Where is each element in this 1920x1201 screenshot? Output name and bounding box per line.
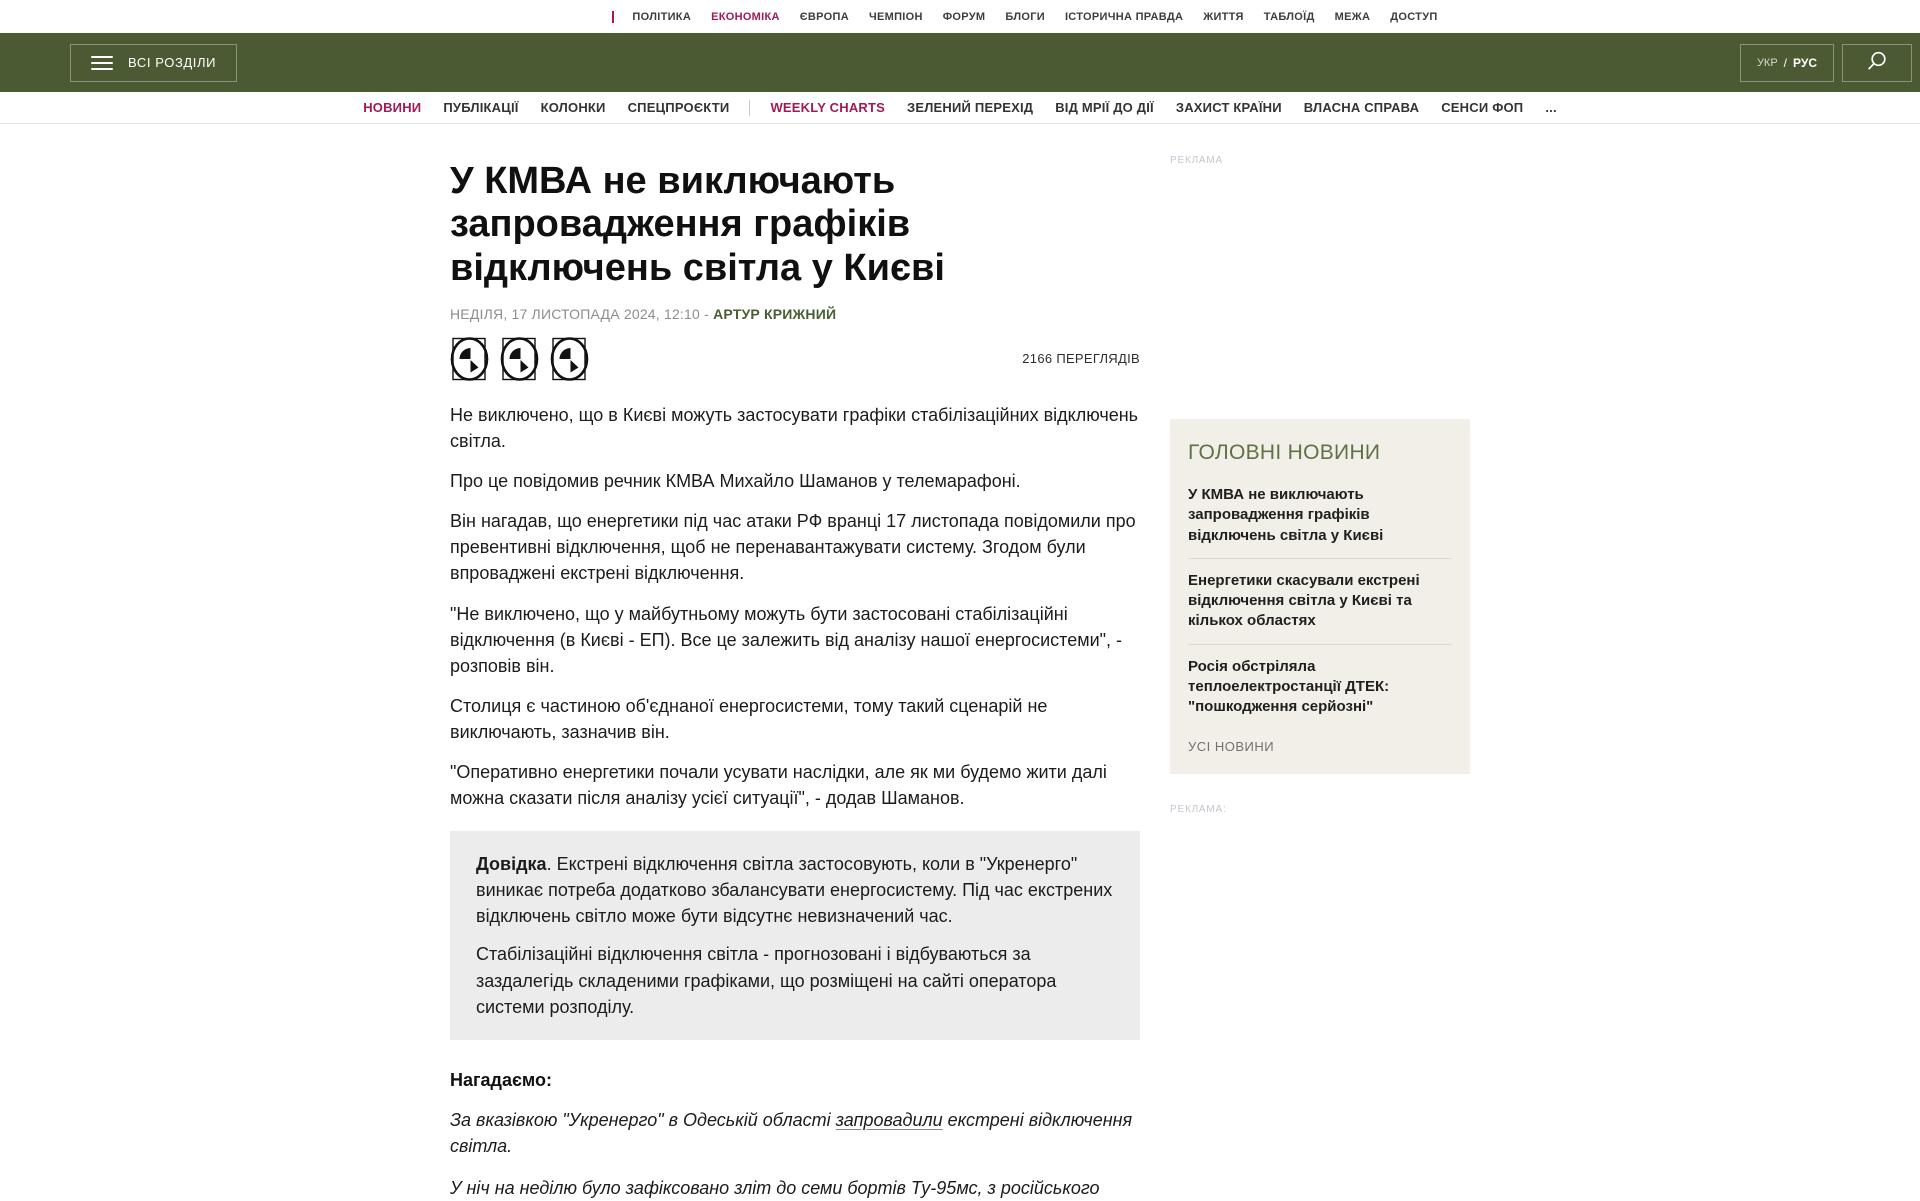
reminder-text-post: екстрені відключення світла. <box>450 1109 1133 1156</box>
top-nav-item-blogy[interactable]: БЛОГИ <box>1005 10 1045 23</box>
share-row <box>450 336 1140 382</box>
brand-separator <box>612 11 614 23</box>
article-title-line-1: У КМВА не виключають <box>450 160 896 202</box>
article-meta <box>450 306 1140 322</box>
section-subnav <box>0 92 1920 124</box>
all-sections-label: ВСІ РОЗДІЛИ <box>128 55 217 70</box>
views-count: 2166 ПЕРЕГЛЯДІВ <box>1022 351 1140 367</box>
article <box>450 124 1140 1201</box>
main-content <box>450 124 1470 1201</box>
share-button-1[interactable] <box>450 336 490 382</box>
all-news-link[interactable]: УСІ НОВИНИ <box>1188 739 1275 755</box>
share-button-2[interactable] <box>500 336 540 382</box>
top-nav-item-politika[interactable]: ПОЛІТИКА <box>632 10 692 23</box>
ad-label-bottom: РЕКЛАМА: <box>1170 804 1227 816</box>
article-paragraph: Столиця є частиною об'єднаної енергосистеми, тому такий сценарій не виключають, зазначив він. <box>450 695 1048 742</box>
reminder-paragraph-2: У ніч на неділю було зафіксовано зліт до семи бортів Ту-95мс, з російського <box>450 1177 1100 1198</box>
top-news-item-2[interactable]: Енергетики скасували екстрені відключення світла у Києві та кількох областях <box>1188 558 1452 644</box>
broken-image-icon <box>450 370 490 385</box>
all-sections-button[interactable] <box>70 44 237 82</box>
article-paragraph: Про це повідомив речник КМВА Михайло Шаманов у телемарафоні. <box>450 471 1021 492</box>
site-header <box>0 33 1920 92</box>
infobox-lead: Довідка <box>476 854 547 875</box>
article-paragraph: Він нагадав, що енергетики під час атаки РФ вранці 17 листопада повідомили про превентивні відключення, щоб не перенавантажувати систему. Згодом були впроваджені екстрені відключення. <box>450 511 1136 584</box>
article-paragraph: "Оперативно енергетики почали усувати наслідки, але як ми будемо жити далі можна сказати після аналізу усієї ситуації", - додав Шаманов. <box>450 761 1107 809</box>
reference-infobox <box>450 831 1140 1040</box>
top-nav-item-dostup[interactable]: ДОСТУП <box>1390 10 1438 23</box>
search-button[interactable] <box>1842 44 1912 82</box>
top-nav-item-tabloid[interactable]: ТАБЛОЇД <box>1263 10 1315 23</box>
share-icons <box>450 336 590 382</box>
article-title-line-3: відключень світла у Києві <box>450 246 945 289</box>
top-nav-item-ekonomika[interactable]: ЕКОНОМІКА <box>711 10 780 23</box>
subnav-item-kolonky[interactable]: КОЛОНКИ <box>540 100 606 115</box>
top-news-title: ГОЛОВНІ НОВИНИ <box>1188 441 1381 464</box>
sidebar <box>1170 124 1470 815</box>
reminder-inline-link[interactable]: запровадили <box>835 1109 943 1130</box>
top-nav-item-chempion[interactable]: ЧЕМПІОН <box>868 10 923 23</box>
language-rus[interactable]: РУС <box>1793 55 1817 70</box>
article-date: НЕДІЛЯ, 17 ЛИСТОПАДА 2024, 12:10 <box>450 305 700 322</box>
header-controls <box>1740 44 1912 82</box>
subnav-item-zakhyst-krainy[interactable]: ЗАХИСТ КРАЇНИ <box>1175 100 1282 115</box>
article-paragraph: Не виключено, що в Києві можуть застосувати графіки стабілізаційних відключень світла. <box>450 404 1139 452</box>
top-news-box <box>1170 419 1470 774</box>
subnav-divider <box>749 100 750 116</box>
top-nav-item-istorychna-pravda[interactable]: ІСТОРИЧНА ПРАВДА <box>1064 10 1184 23</box>
infobox-paragraph-2: Стабілізаційні відключення світла - прогнозовані і відбуваються за заздалегідь складеними графіками, що розміщені на сайті оператора системи розподілу. <box>476 944 1057 1017</box>
menu-icon <box>91 56 113 70</box>
subnav-item-zelenyi-perekhid[interactable]: ЗЕЛЕНИЙ ПЕРЕХІД <box>907 100 1034 115</box>
top-news-item-1[interactable]: У КМВА не виключають запровадження графіків відключень світла у Києві <box>1188 486 1384 544</box>
article-body <box>450 402 1140 811</box>
reminder-heading: Нагадаємо: <box>450 1069 552 1090</box>
broken-image-icon <box>500 370 540 385</box>
article-author-link[interactable]: АРТУР КРИЖНИЙ <box>713 305 837 322</box>
language-separator: / <box>1783 55 1788 70</box>
infobox-paragraph-1 <box>476 851 1114 929</box>
language-switcher[interactable] <box>1740 44 1834 82</box>
broken-image-icon <box>550 370 590 385</box>
article-title <box>450 160 1140 290</box>
top-utility-nav <box>0 0 1920 33</box>
reminder-text-pre: За вказівкою "Укренерго" в Одеській області <box>450 1109 836 1130</box>
meta-separator: - <box>704 305 709 322</box>
subnav-item-weekly-charts[interactable]: WEEKLY CHARTS <box>770 100 886 115</box>
subnav-item-spetsproiekty[interactable]: СПЕЦПРОЄКТИ <box>627 100 730 115</box>
ad-label-top: РЕКЛАМА <box>1170 155 1223 166</box>
subnav-item-sensy-fop[interactable]: СЕНСИ ФОП <box>1441 100 1524 115</box>
search-icon <box>1865 49 1889 76</box>
subnav-more-button[interactable]: ... <box>1545 100 1557 115</box>
article-paragraph: "Не виключено, що у майбутньому можуть бути застосовані стабілізаційні відключення (в Києві - ЕП). Все це залежить від аналізу нашої енергосистеми", - розповів він. <box>450 603 1123 676</box>
subnav-item-publikatsii[interactable]: ПУБЛІКАЦІЇ <box>443 100 519 115</box>
top-news-item-3[interactable]: Росія обстріляла теплоелектростанції ДТЕК: "пошкодження серйозні" <box>1188 644 1452 730</box>
subnav-item-vlasna-sprava[interactable]: ВЛАСНА СПРАВА <box>1303 100 1420 115</box>
language-ukr[interactable]: УКР <box>1756 56 1778 69</box>
subnav-item-vid-mrii-do-dii[interactable]: ВІД МРІЇ ДО ДІЇ <box>1055 100 1154 115</box>
article-title-line-2: запровадження графіків <box>450 203 911 246</box>
top-nav-item-mezha[interactable]: МЕЖА <box>1334 10 1371 23</box>
top-utility-nav-items <box>612 11 1447 23</box>
reminder-paragraph-1 <box>450 1107 1140 1159</box>
top-nav-item-zhyttia[interactable]: ЖИТТЯ <box>1203 10 1244 23</box>
infobox-lead-text: . Екстрені відключення світла застосовують, коли в "Укренерго" виникає потреба додатково збалансувати енергосистему. Під час екстрених відключень світло може бути відсутнє невизначений час. <box>476 854 1113 927</box>
top-nav-item-evropa[interactable]: ЄВРОПА <box>799 10 849 23</box>
top-nav-item-forum[interactable]: ФОРУМ <box>942 10 986 23</box>
subnav-item-novyny[interactable]: НОВИНИ <box>363 100 422 115</box>
share-button-3[interactable] <box>550 336 590 382</box>
